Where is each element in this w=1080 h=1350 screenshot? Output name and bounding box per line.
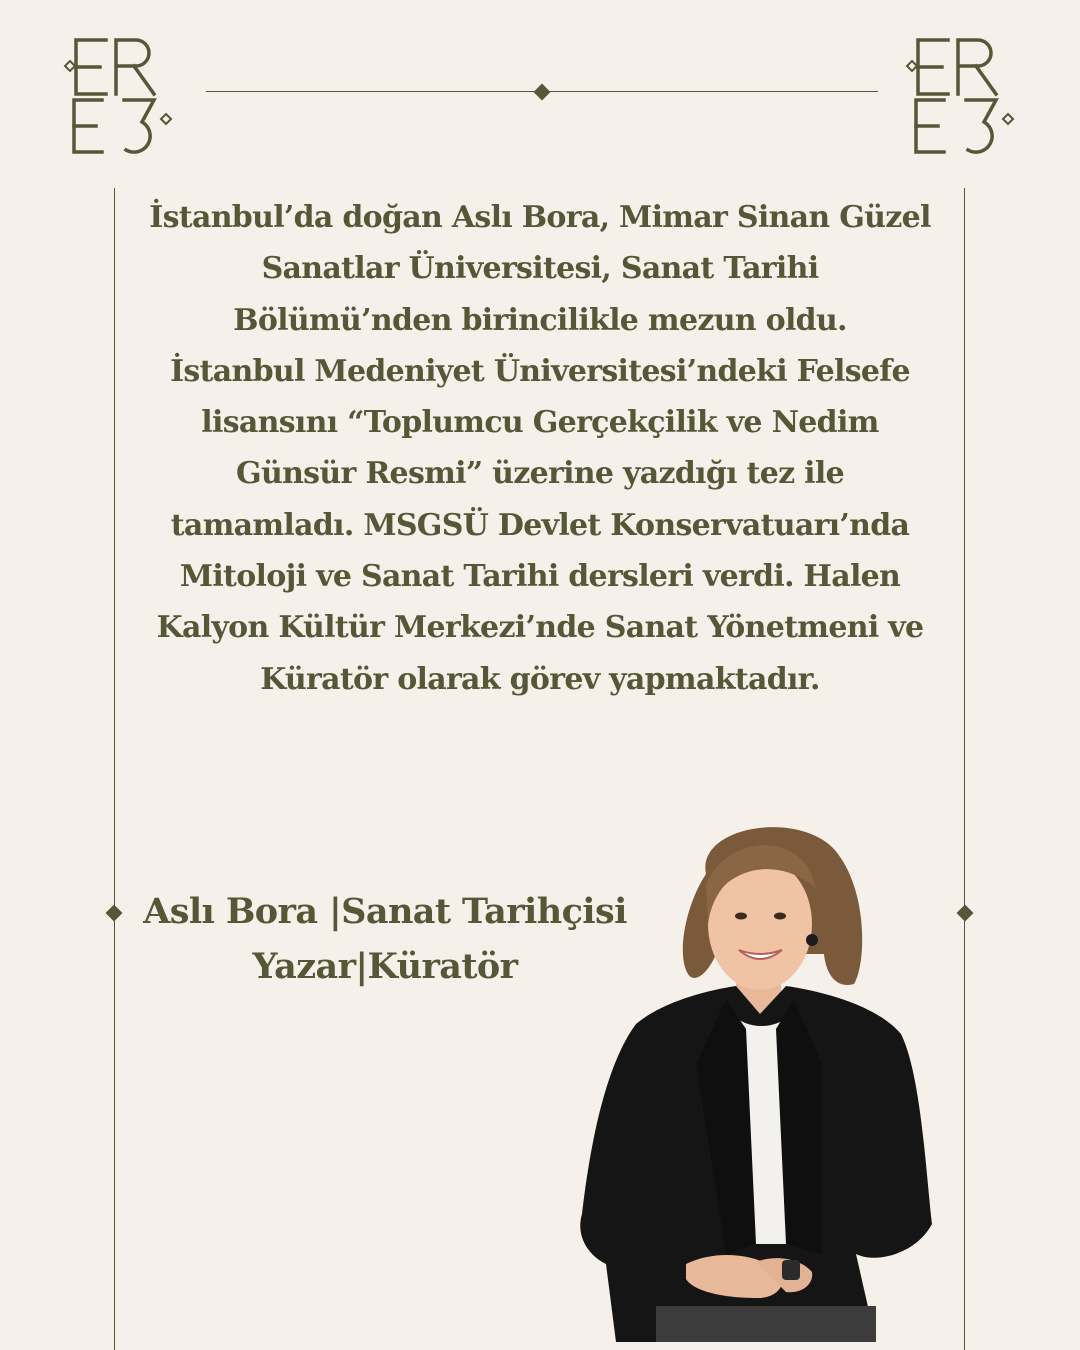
top-diamond-icon: [534, 84, 551, 101]
bio-line: lisansını “Toplumcu Gerçekçilik ve Nedim: [201, 405, 879, 441]
bio-line: Kalyon Kültür Merkezi’nde Sanat Yönetmeni ve: [156, 610, 924, 646]
bio-line: Mitoloji ve Sanat Tarihi dersleri verdi. Halen: [179, 559, 901, 595]
left-frame-line: [114, 188, 115, 1350]
monogram-logo-left: [62, 34, 174, 158]
person-name-title: Aslı Bora |Sanat Tarihçisi: [143, 891, 627, 932]
left-diamond-icon: [106, 905, 123, 922]
bio-line: Sanatlar Üniversitesi, Sanat Tarihi: [261, 251, 819, 287]
bio-line: tamamladı. MSGSÜ Devlet Konservatuarı’nda: [170, 507, 910, 543]
bio-line: Bölümü’nden birincilikle mezun oldu.: [233, 302, 847, 338]
right-frame-line: [964, 188, 965, 1350]
name-title-block: [140, 884, 630, 994]
bio-line: Günsür Resmi” üzerine yazdığı tez ile: [236, 456, 844, 492]
portrait-photo: [576, 814, 936, 1342]
bio-line: Küratör olarak görev yapmaktadır.: [260, 661, 820, 697]
person-roles: Yazar|Küratör: [252, 946, 518, 987]
bio-line: İstanbul Medeniyet Üniversitesi’ndeki Felsefe: [170, 353, 910, 389]
monogram-logo-right: [904, 34, 1016, 158]
bio-line: İstanbul’da doğan Aslı Bora, Mimar Sinan Güzel: [149, 200, 931, 235]
bio-paragraph: [148, 192, 932, 705]
right-diamond-icon: [957, 905, 974, 922]
